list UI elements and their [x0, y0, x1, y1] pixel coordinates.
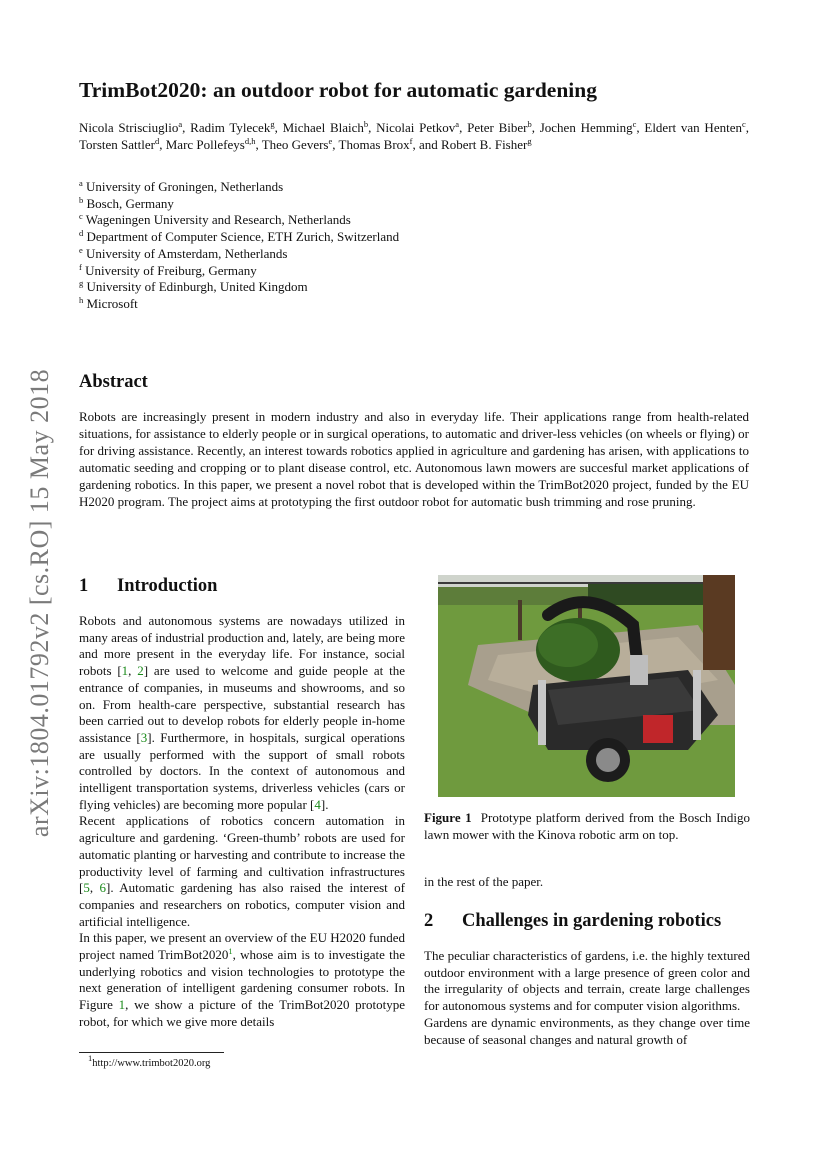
affiliation-item: $^e$ University of Amsterdam, Netherlands: [79, 244, 288, 261]
affiliation-item: $^h$ Microsoft: [79, 294, 138, 311]
author-list: Nicola Strisciuglio$^a$, Radim Tylecek$^g$, Michael Blaich$^b$, Nicolai Petkov$^a$, Peter Biber$^b$, Jochen Hemming$^c$, Eldert van Henten$^c$, Torsten Sattler$^d$, Marc Pollefeys$^{d,h}$, Theo Gevers$^e$, Thomas Brox$^f$, and Robert B. Fisher$^g$: [79, 119, 750, 152]
challenges-body: [424, 948, 750, 1048]
paragraph: Recent applications of robotics concern automation in agriculture and gardening. ‘Green-thumb’ robots are used for automatic planting or harvesting and contribute to increase the productivity level of farming and cultivation infrastructures [5, 6]. Automatic gardening has also raised the interest of companies and researchers on robotics, computer vision and artificial intelligence.: [79, 813, 406, 929]
affiliation-item: $^f$ University of Freiburg, Germany: [79, 261, 257, 278]
arxiv-identifier: [20, 355, 60, 850]
affiliation-item: $^g$ University of Edinburgh, United Kingdom: [79, 278, 308, 295]
affiliation-item: $^d$ Department of Computer Science, ETH Zurich, Switzerland: [79, 228, 400, 245]
paragraph: The peculiar characteristics of gardens, i.e. the highly textured outdoor environment with a large presence of green color and the irregularity of objects and terrain, create large challenges for autonomous systems and for computer vision algorithms.: [424, 948, 750, 1014]
affiliation-item: $^c$ Wageningen University and Research, Netherlands: [79, 211, 351, 228]
footnote: [88, 1053, 211, 1069]
paragraph: Robots and autonomous systems are nowadays utilized in many areas of industrial production and, lately, are being more and more present in the everyday life. For instance, social robots [1, 2] are used to welcome and guide people at the entrance of companies, in museums and showrooms, and so on. From health-care perspective, substantial research has been carried out to develop robots for elderly people in-home assistance [3]. Furthermore, in hospitals, surgical operations are usually performed with the support of small robots controlled by doctors. In the context of autonomous and intelligent transportation systems, driverless vehicles (cars or flying vehicles) are becoming more popular [4].: [79, 613, 405, 812]
arxiv-identifier-text: arXiv:1804.01792v2 [cs.RO] 15 May 2018: [25, 368, 54, 837]
section-2-heading: [424, 911, 721, 932]
section-number: 2: [424, 911, 434, 931]
footnote-url[interactable]: http://www.trimbot2020.org: [92, 1058, 211, 1069]
section-1-heading: [79, 576, 217, 597]
abstract-heading: Abstract: [79, 372, 148, 392]
section-number: 1: [79, 576, 89, 596]
affiliation-item: $^b$ Bosch, Germany: [79, 194, 174, 211]
paragraph: In this paper, we present an overview of the EU H2020 funded project named TrimBot2020$^1$, whose aim is to investigate the underlying robotics and vision technologies to prototype the next generation of intelligent gardening consumer robots. In Figure 1, we show a picture of the TrimBot2020 prototype robot, for which we give more details: [79, 930, 405, 1029]
paragraph: Gardens are dynamic environments, as they change over time because of seasonal changes and natural growth of: [424, 1014, 750, 1047]
intro-body: [79, 613, 405, 1031]
continuation-text: in the rest of the paper.: [424, 874, 544, 889]
footnote-rule: [79, 1052, 224, 1053]
figure-caption: [424, 809, 750, 843]
footnote-mark: 1: [88, 1053, 93, 1063]
affiliation-item: $^a$ University of Groningen, Netherlands: [79, 178, 284, 194]
figure-label: Figure 1: [424, 810, 472, 825]
robot-photo: [438, 575, 735, 797]
figure-caption-text: Prototype platform derived from the Bosch Indigo lawn mower with the Kinova robotic arm on top.: [424, 810, 751, 842]
abstract-text: Robots are increasingly present in modern industry and also in everyday life. Their applications range from health-related situations, for assistance to elderly people or in surgical operations, to automatic and driver-less vehicles (on wheels or flying) or for driving assistance. Recently, an interest towards robotics applied in agriculture and gardening has arisen, with applications to automatic seeding and cropping or to plant disease control, etc. Autonomous lawn mowers are succesful market applications of gardening robotics. In this paper, we present a novel robot that is developed within the TrimBot2020 project, funded by the EU H2020 program. The project aims at prototyping the first outdoor robot for automatic bush trimming and rose pruning.: [79, 409, 749, 509]
section-title: Challenges in gardening robotics: [462, 911, 722, 931]
paper-title: TrimBot2020: an outdoor robot for automatic gardening: [79, 78, 597, 102]
affiliation-list: [79, 179, 579, 313]
section-title: Introduction: [117, 576, 218, 596]
